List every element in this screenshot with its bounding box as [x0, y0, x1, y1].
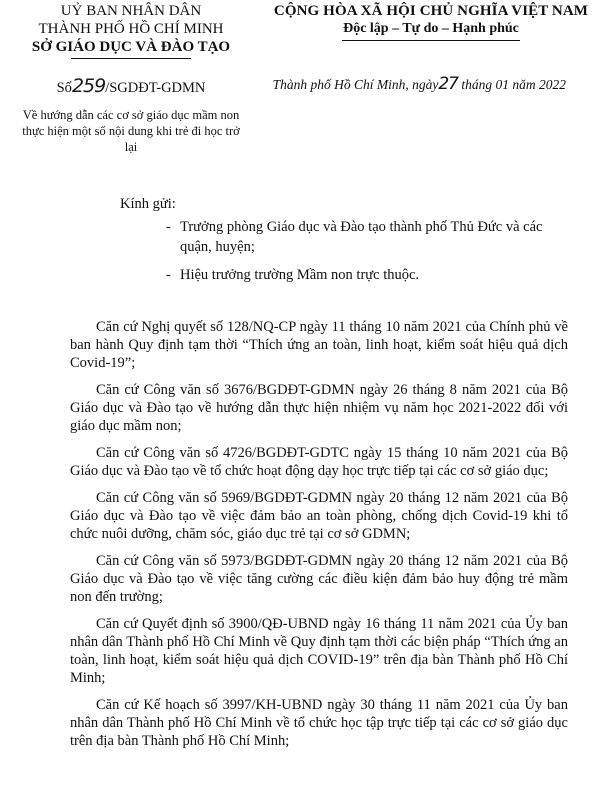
date-day-handwritten: 27: [438, 74, 458, 94]
body-paragraph: Căn cứ Công văn số 5969/BGDĐT-GDMN ngày 20 tháng 12 năm 2021 của Bộ Giáo dục và Đào tạo về việc đảm bảo an toàn phòng, chống dịch Covid-19 khi tổ chức nuôi dưỡng, chăm sóc, giáo dục trẻ tại cơ sở GDMN;: [70, 490, 568, 542]
issuer-line-1: UỶ BAN NHÂN DÂN: [60, 3, 202, 19]
recipient-list: [166, 217, 566, 285]
body-paragraph: Căn cứ Công văn số 3676/BGDĐT-GDMN ngày 26 tháng 8 năm 2021 của Bộ Giáo dục và Đào tạo về hướng dẫn thực hiện nhiệm vụ năm học 2021-2022 đối với giáo dục mầm non;: [70, 382, 568, 434]
motto-underline: [342, 40, 520, 41]
national-motto: Độc lập – Tự do – Hạnh phúc: [343, 21, 519, 36]
national-header: [262, 2, 600, 41]
doc-number-suffix: /SGDĐT-GDMN: [105, 80, 206, 96]
doc-number-handwritten: 259: [71, 75, 106, 97]
place-date: [262, 74, 600, 94]
salutation: Kính gửi:: [120, 196, 176, 212]
national-title: CỘNG HÒA XÃ HỘI CHỦ NGHĨA VIỆT NAM: [273, 3, 589, 19]
issuer-line-2: THÀNH PHỐ HỒ CHÍ MINH: [38, 21, 224, 37]
dash-bullet: -: [166, 267, 171, 283]
date-suffix: tháng 01 năm 2022: [461, 77, 566, 92]
document-number: [0, 77, 262, 97]
issuer-line-3: SỞ GIÁO DỤC VÀ ĐÀO TẠO: [31, 39, 231, 55]
date-prefix: Thành phố Hồ Chí Minh, ngày: [272, 77, 439, 92]
dash-bullet: -: [166, 219, 171, 235]
document-body: [70, 318, 568, 759]
body-paragraph: Căn cứ Quyết định số 3900/QĐ-UBND ngày 16 tháng 11 năm 2021 của Ủy ban nhân dân Thành phố Hồ Chí Minh về Quy định tạm thời các biện pháp “Thích ứng an toàn, linh hoạt, kiểm soát hiệu quả dịch COVID-19” trên địa bàn Thành phố Hồ Chí Minh;: [70, 616, 568, 686]
recipient-item: [166, 217, 566, 257]
document-subject: Về hướng dẫn các cơ sở giáo dục mầm non thực hiện một số nội dung khi trẻ đi học trở lại: [22, 108, 240, 154]
body-paragraph: Căn cứ Công văn số 5973/BGDĐT-GDMN ngày 20 tháng 12 năm 2021 của Bộ Giáo dục và Đào tạo về việc tăng cường các điều kiện đảm bảo huy động trẻ mầm non đến trường;: [70, 553, 568, 605]
recipient-item: [166, 265, 566, 285]
issuer-underline: [71, 58, 191, 59]
recipient-text: Hiệu trưởng trường Mầm non trực thuộc.: [180, 267, 420, 283]
recipient-text: Trưởng phòng Giáo dục và Đào tạo thành phố Thủ Đức và các quận, huyện;: [180, 219, 543, 255]
body-paragraph: Căn cứ Nghị quyết số 128/NQ-CP ngày 11 tháng 10 năm 2021 của Chính phủ về ban hành Quy định tạm thời “Thích ứng an toàn, linh hoạt, kiểm soát hiệu quả dịch Covid-19”;: [70, 319, 568, 371]
body-paragraph: Căn cứ Kế hoạch số 3997/KH-UBND ngày 30 tháng 11 năm 2021 của Ủy ban nhân dân Thành phố Hồ Chí Minh về tổ chức học tập trực tiếp tại các cơ sở giáo dục trên địa bàn Thành phố Hồ Chí Minh;: [70, 697, 568, 749]
body-paragraph: Căn cứ Công văn số 4726/BGDĐT-GDTC ngày 15 tháng 10 năm 2021 của Bộ Giáo dục và Đào tạo về tổ chức hoạt động dạy học trực tiếp tại các cơ sở giáo dục;: [70, 445, 568, 479]
issuer-block: [0, 2, 262, 155]
doc-number-prefix: Số: [56, 80, 72, 96]
